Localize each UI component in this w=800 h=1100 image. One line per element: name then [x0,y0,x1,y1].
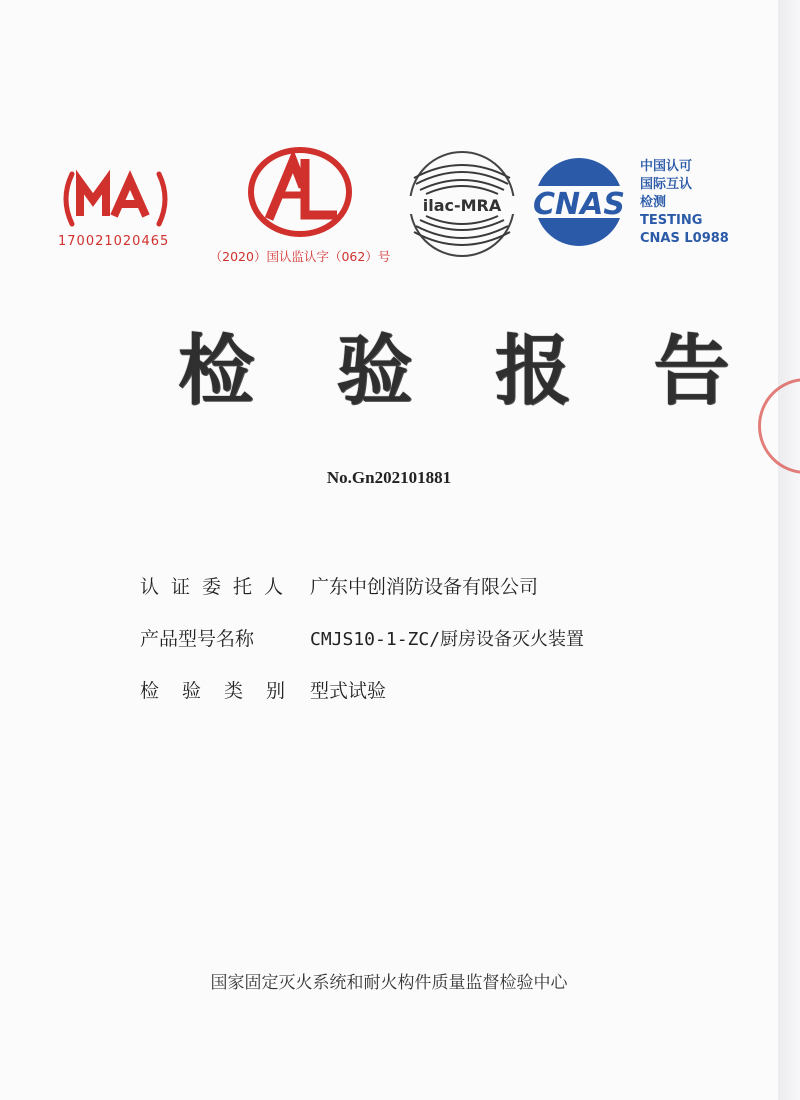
report-title: 检 验 报 告 [178,326,758,415]
field-row-test-type [140,676,584,728]
cnas-line-5: CNAS L0988 [640,231,729,246]
field-label-client: 认证委托人 [140,576,296,598]
ilac-mra-icon [404,148,520,260]
scan-edge [778,0,800,1100]
field-value-test-type: 型式试验 [310,680,387,702]
field-row-client [140,572,584,624]
cal-mark-icon [245,145,355,239]
cal-logo [205,145,395,265]
field-row-product [140,624,584,676]
field-label-product: 产品型号名称 [140,628,255,650]
cnas-line-3: 检测 [640,195,667,210]
field-value-product: CMJS10-1-ZC/厨房设备灭火装置 [310,629,585,650]
cnas-accreditation-text [640,158,750,248]
cnas-mark-icon [520,156,638,248]
issuing-organization: 国家固定灭火系统和耐火构件质量监督检验中心 [210,973,568,993]
cnas-logo [520,156,638,252]
report-number: No.Gn202101881 [326,468,452,487]
cma-logo [58,168,173,249]
field-value-client: 广东中创消防设备有限公司 [310,576,539,598]
cnas-line-4: TESTING [640,213,703,228]
cnas-line-2: 国际互认 [640,177,693,192]
ilac-mra-logo [404,148,520,264]
cma-mark-icon [58,168,173,230]
cma-code: 170021020465 [58,234,170,249]
cal-code: （2020）国认监认字（062）号 [209,249,391,264]
cnas-label: CNAS [533,187,625,222]
cnas-line-1: 中国认可 [640,159,693,174]
report-info-fields [140,572,584,728]
field-label-test-type: 检验类别 [140,680,309,702]
ilac-mra-label: ilac-MRA [422,196,502,215]
